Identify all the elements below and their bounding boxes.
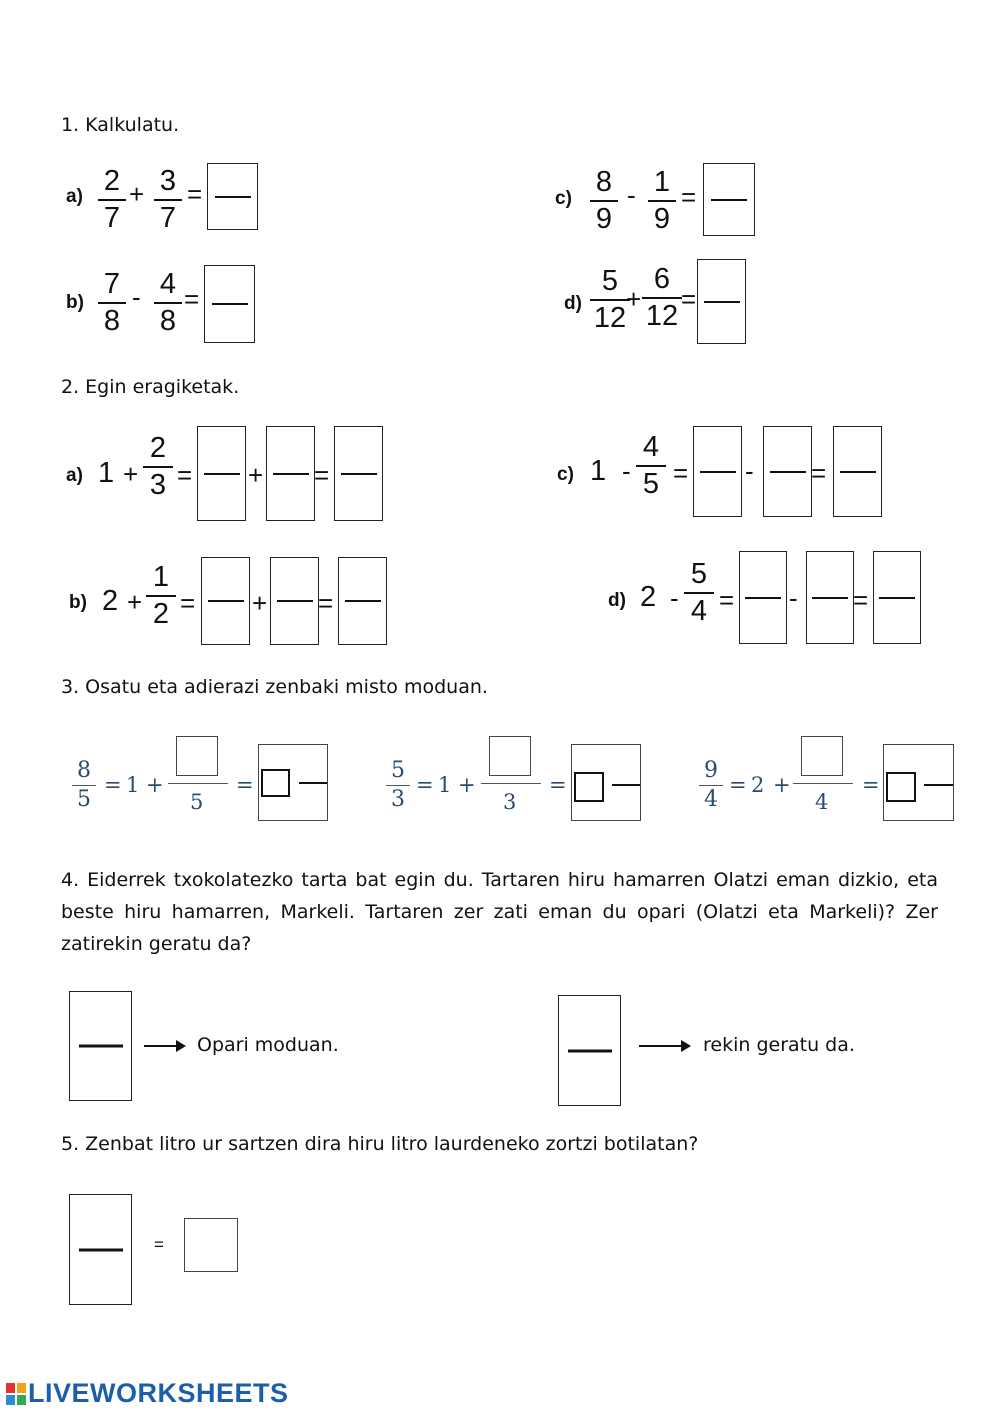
numerator: 1 (152, 561, 170, 593)
q3-item1-whole-input[interactable] (261, 769, 290, 797)
plus-sign: + (252, 588, 268, 618)
q3-item3-numerator-input[interactable] (801, 736, 843, 776)
q1c-fraction-2 (648, 168, 676, 234)
arrow-right-icon (639, 1045, 689, 1047)
q3-item1-denominator: 5 (190, 790, 204, 814)
equals-sign: = (681, 182, 697, 212)
numerator: 6 (653, 263, 671, 295)
equals-sign: = (187, 179, 203, 209)
plus-sign: + (773, 773, 791, 797)
numerator: 4 (642, 431, 660, 463)
numerator: 4 (159, 268, 177, 300)
q2b-box-2[interactable] (270, 557, 319, 645)
q5-answer-box[interactable] (69, 1194, 132, 1305)
q2a-whole: 1 (98, 457, 115, 489)
denominator: 4 (704, 787, 718, 812)
q3-item1-fraction (72, 760, 96, 811)
equals-sign: = (862, 773, 880, 797)
q3-item2-fraction (386, 760, 410, 811)
q5-result-input[interactable] (184, 1218, 238, 1272)
plus-sign: + (248, 460, 264, 490)
q4-answer2-label: rekin geratu da. (703, 1034, 855, 1056)
denominator: 2 (152, 598, 170, 630)
numerator: 5 (391, 758, 405, 783)
equals-sign: = (549, 773, 567, 797)
q3-item2-whole-input[interactable] (574, 772, 604, 802)
q2c-fraction (636, 433, 666, 499)
fraction-bar (481, 783, 541, 784)
minus-sign: - (745, 456, 754, 486)
q2b-whole: 2 (102, 585, 119, 617)
equals-sign: = (318, 588, 334, 618)
q1b-answer-box[interactable] (204, 265, 255, 343)
numerator: 2 (149, 432, 167, 464)
q1b-fraction-2 (154, 270, 182, 336)
q1c-fraction-1 (590, 168, 618, 234)
denominator: 3 (391, 787, 405, 812)
q2d-fraction (684, 560, 714, 626)
q3-heading: 3. Osatu eta adierazi zenbaki misto moduan. (61, 676, 488, 698)
q2a-box-1[interactable] (197, 426, 246, 521)
denominator: 3 (149, 469, 167, 501)
denominator: 7 (159, 202, 177, 234)
equals-sign: = (180, 588, 196, 618)
q3-item2-numerator-input[interactable] (489, 736, 531, 776)
q2c-box-2[interactable] (763, 426, 812, 517)
q3-item3-whole: 2 (751, 773, 765, 797)
q1d-fraction-2 (642, 265, 682, 331)
equals-sign: = (154, 1235, 164, 1254)
numerator: 5 (690, 558, 708, 590)
minus-sign: - (622, 456, 631, 486)
numerator: 9 (704, 758, 718, 783)
q2a-box-3[interactable] (334, 426, 383, 521)
plus-sign: + (458, 773, 476, 797)
q2a-label: a) (66, 465, 83, 486)
q5-text: 5. Zenbat litro ur sartzen dira hiru litro laurdeneko zortzi botilatan? (61, 1133, 699, 1155)
q1d-label: d) (564, 293, 582, 314)
denominator: 9 (595, 203, 613, 235)
q2d-whole: 2 (640, 581, 657, 613)
plus-sign: + (129, 179, 145, 209)
equals-sign: = (673, 458, 689, 488)
q2d-box-2[interactable] (806, 551, 854, 644)
q3-item1-whole: 1 (126, 773, 140, 797)
equals-sign: = (416, 773, 434, 797)
fraction-bar (168, 783, 228, 784)
q3-item3-whole-input[interactable] (886, 772, 916, 802)
q1a-fraction-2 (154, 167, 182, 233)
minus-sign: - (789, 583, 798, 613)
numerator: 7 (103, 268, 121, 300)
equals-sign: = (314, 460, 330, 490)
q2c-label: c) (557, 464, 574, 485)
numerator: 3 (159, 165, 177, 197)
numerator: 2 (103, 165, 121, 197)
q1a-label: a) (66, 186, 83, 207)
equals-sign: = (729, 773, 747, 797)
q1a-fraction-1 (98, 167, 126, 233)
q2d-box-3[interactable] (873, 551, 921, 644)
q3-item3-denominator: 4 (815, 790, 829, 814)
q2a-fraction (143, 434, 173, 500)
equals-sign: = (236, 773, 254, 797)
q2b-fraction (146, 563, 176, 629)
equals-sign: = (681, 284, 697, 314)
q1-heading: 1. Kalkulatu. (61, 114, 180, 136)
q3-item2-answer-box[interactable] (571, 744, 641, 821)
minus-sign: - (627, 180, 636, 210)
denominator: 7 (103, 202, 121, 234)
denominator: 5 (642, 468, 660, 500)
q3-item1-answer-box[interactable] (258, 744, 328, 821)
q1d-answer-box[interactable] (697, 259, 746, 344)
equals-sign: = (853, 585, 869, 615)
q3-item3-fraction (699, 760, 723, 811)
q3-item2-whole: 1 (438, 773, 452, 797)
q4-answer-box-2[interactable] (558, 995, 621, 1106)
fraction-bar (299, 782, 327, 784)
q2b-label: b) (69, 592, 87, 613)
q2c-whole: 1 (590, 455, 607, 487)
q2d-box-1[interactable] (739, 551, 787, 644)
numerator: 8 (595, 166, 613, 198)
fraction-bar (793, 783, 853, 784)
q4-answer-box-1[interactable] (69, 991, 132, 1101)
arrow-right-icon (144, 1045, 184, 1047)
q1b-fraction-1 (98, 270, 126, 336)
denominator: 4 (690, 595, 708, 627)
q2a-box-2[interactable] (266, 426, 315, 521)
denominator: 9 (653, 203, 671, 235)
liveworksheets-logo-icon (6, 1383, 26, 1405)
plus-sign: + (626, 284, 642, 314)
q3-item3-answer-box[interactable] (883, 744, 954, 821)
q2-heading: 2. Egin eragiketak. (61, 376, 240, 398)
q3-item1-numerator-input[interactable] (176, 736, 218, 776)
q2b-box-1[interactable] (201, 557, 250, 645)
plus-sign: + (127, 587, 143, 617)
equals-sign: = (184, 284, 200, 314)
liveworksheets-logo[interactable]: LIVEWORKSHEETS (28, 1378, 289, 1408)
q2b-box-3[interactable] (338, 557, 387, 645)
numerator: 5 (601, 265, 619, 297)
denominator: 5 (77, 787, 91, 812)
q4-answer1-label: Opari moduan. (197, 1034, 339, 1056)
q2d-label: d) (608, 590, 626, 611)
numerator: 8 (77, 758, 91, 783)
q1a-answer-box[interactable] (207, 163, 258, 230)
q1c-label: c) (555, 188, 572, 209)
plus-sign: + (123, 459, 139, 489)
equals-sign: = (104, 773, 122, 797)
q2c-box-3[interactable] (833, 426, 882, 517)
numerator: 1 (653, 166, 671, 198)
equals-sign: = (811, 458, 827, 488)
q1c-answer-box[interactable] (703, 163, 755, 236)
fraction-bar (924, 784, 953, 786)
equals-sign: = (177, 460, 193, 490)
q3-item2-denominator: 3 (503, 790, 517, 814)
q4-text: 4. Eiderrek txokolatezko tarta bat egin du. Tartaren hiru hamarren Olatzi eman dizkio, eta beste hiru hamarren, Markeli. Tartaren zer zati eman du opari (Olatzi eta Markeli)? Zer zatirekin geratu da? (61, 869, 938, 955)
plus-sign: + (146, 773, 164, 797)
minus-sign: - (670, 583, 679, 613)
q1b-label: b) (66, 292, 84, 313)
equals-sign: = (719, 585, 735, 615)
fraction-bar (612, 784, 640, 786)
q1d-fraction-1 (590, 267, 630, 333)
denominator: 12 (645, 300, 679, 332)
q2c-box-1[interactable] (693, 426, 742, 517)
denominator: 12 (593, 302, 627, 334)
denominator: 8 (103, 305, 121, 337)
minus-sign: - (132, 282, 141, 312)
denominator: 8 (159, 305, 177, 337)
